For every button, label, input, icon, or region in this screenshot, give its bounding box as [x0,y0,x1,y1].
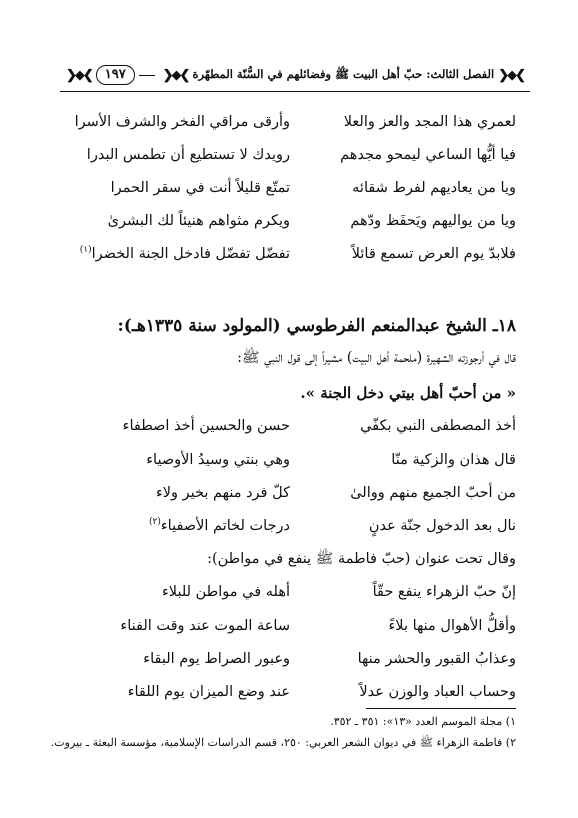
verse-first-hemistich: قال هذان والزكية منّا [391,452,516,468]
verse-second-hemistich [70,240,290,268]
chapter-title: الفصل الثالث: حبّ أهل البيت ﷺ وفضائلهم في السُّنّة المطهّرة [192,66,495,81]
header-divider [60,91,530,92]
header-ornament-right: ❯◆❮ [498,67,524,83]
verse-second-hemistich: أهله في مواطن للبلاء [161,584,290,600]
verse-second-hemistich [70,512,290,540]
verse-first-hemistich: ويا من يعاديهم لفرط شقائه [352,180,516,196]
section-title: ١٨ـ الشيخ عبدالمنعم الفرطوسي (المولود سنة ١٣٣٥هـ): [117,316,516,336]
footnote-marker: (٢) [148,517,161,528]
verse-second-hemistich: حسن والحسين أخذ اصطفاء [122,418,290,434]
verse-first-hemistich: نال بعد الدخول جنّة عدنٍ [368,518,516,534]
verse-second-hemistich: وعبور الصراط يوم البقاء [143,651,290,667]
verse-second-hemistich: كلّ فرد منهم بخير ولاء [155,485,290,501]
footnote: ٢) فاطمة الزهراء ﷺ في ديوان الشعر العربي: ٢٥٠، قسم الدراسات الإسلامية، مؤسسة البعثة ـ بيروت. [50,736,516,749]
verse-first-hemistich: أخذ المصطفى النبي بكفّي [360,418,516,434]
verse-first-hemistich: من أحبّ الجميع منهم ووالىٰ [350,485,516,501]
verse-first-hemistich: وعذابُ القبور والحشر منها [357,651,516,667]
header-ornament-left: ❯◆❮ [66,67,92,83]
footnote-marker: (١) [79,245,92,256]
page-number: ١٩٧ [96,65,135,85]
verse-first-hemistich: ويا من يواليهم ويَحفَظ ودّهم [350,213,516,229]
running-header [62,62,528,88]
verse-first-hemistich: لعمري هذا المجد والعز والعلا [343,114,516,130]
verse-second-hemistich: وأرقى مراقي الفخر والشرف الأسرا [74,114,290,130]
intro-paragraph: قال في أرجوزته الشهيرة (ملحمة أهل البيت) مشيراً إلى قول النبي ﷺ: [237,350,516,366]
verse-first-hemistich: وحساب العباد والوزن عدلاً [359,684,516,700]
header-rule [139,75,155,76]
verse-first-hemistich: إنّ حبّ الزهراء ينفع حقّاً [372,584,516,600]
verse-first-hemistich: فيا أيُّها الساعي ليمحو مجدهم [340,147,516,163]
intro-paragraph: وقال تحت عنوان (حبّ فاطمة ﷺ ينفع في مواطن): [207,551,516,567]
verse-first-hemistich: وأقلُّ الأهوال منها بلاءً [388,618,516,634]
verse-second-hemistich: ساعة الموت عند وقت الفناء [120,618,290,634]
footnote-divider [366,708,516,709]
verse-second-hemistich: ويكرم مثواهم هنيئاً لك البشرىٰ [107,213,290,229]
verse-second-hemistich: وهي بنتي وسيدُ الأوصياء [146,452,290,468]
verse-second-hemistich: تمتّع قليلاً أنت في سقر الحمرا [110,180,290,196]
verse-second-hemistich: عند وضع الميزان يوم اللقاء [127,684,290,700]
footnote: ١) مجلة الموسم العدد «١٣»: ٣٥١ ـ ٣٥٢. [330,715,516,728]
verse-first-hemistich: فلابدّ يوم العرض تسمع قائلاً [351,246,516,262]
verse-text: درجات لخاتم الأصفياء [160,518,290,534]
verse-text: تفضّل تفضّل فادخل الجنة الخضرا [91,246,290,262]
header-ornament-middle: ❯◆❮ [162,67,189,83]
verse-second-hemistich: رويدك لا تستطيع أن تطمس البدرا [86,147,290,163]
hadith-quote: « من أحبّ أهل بيتي دخل الجنة ». [300,384,516,402]
